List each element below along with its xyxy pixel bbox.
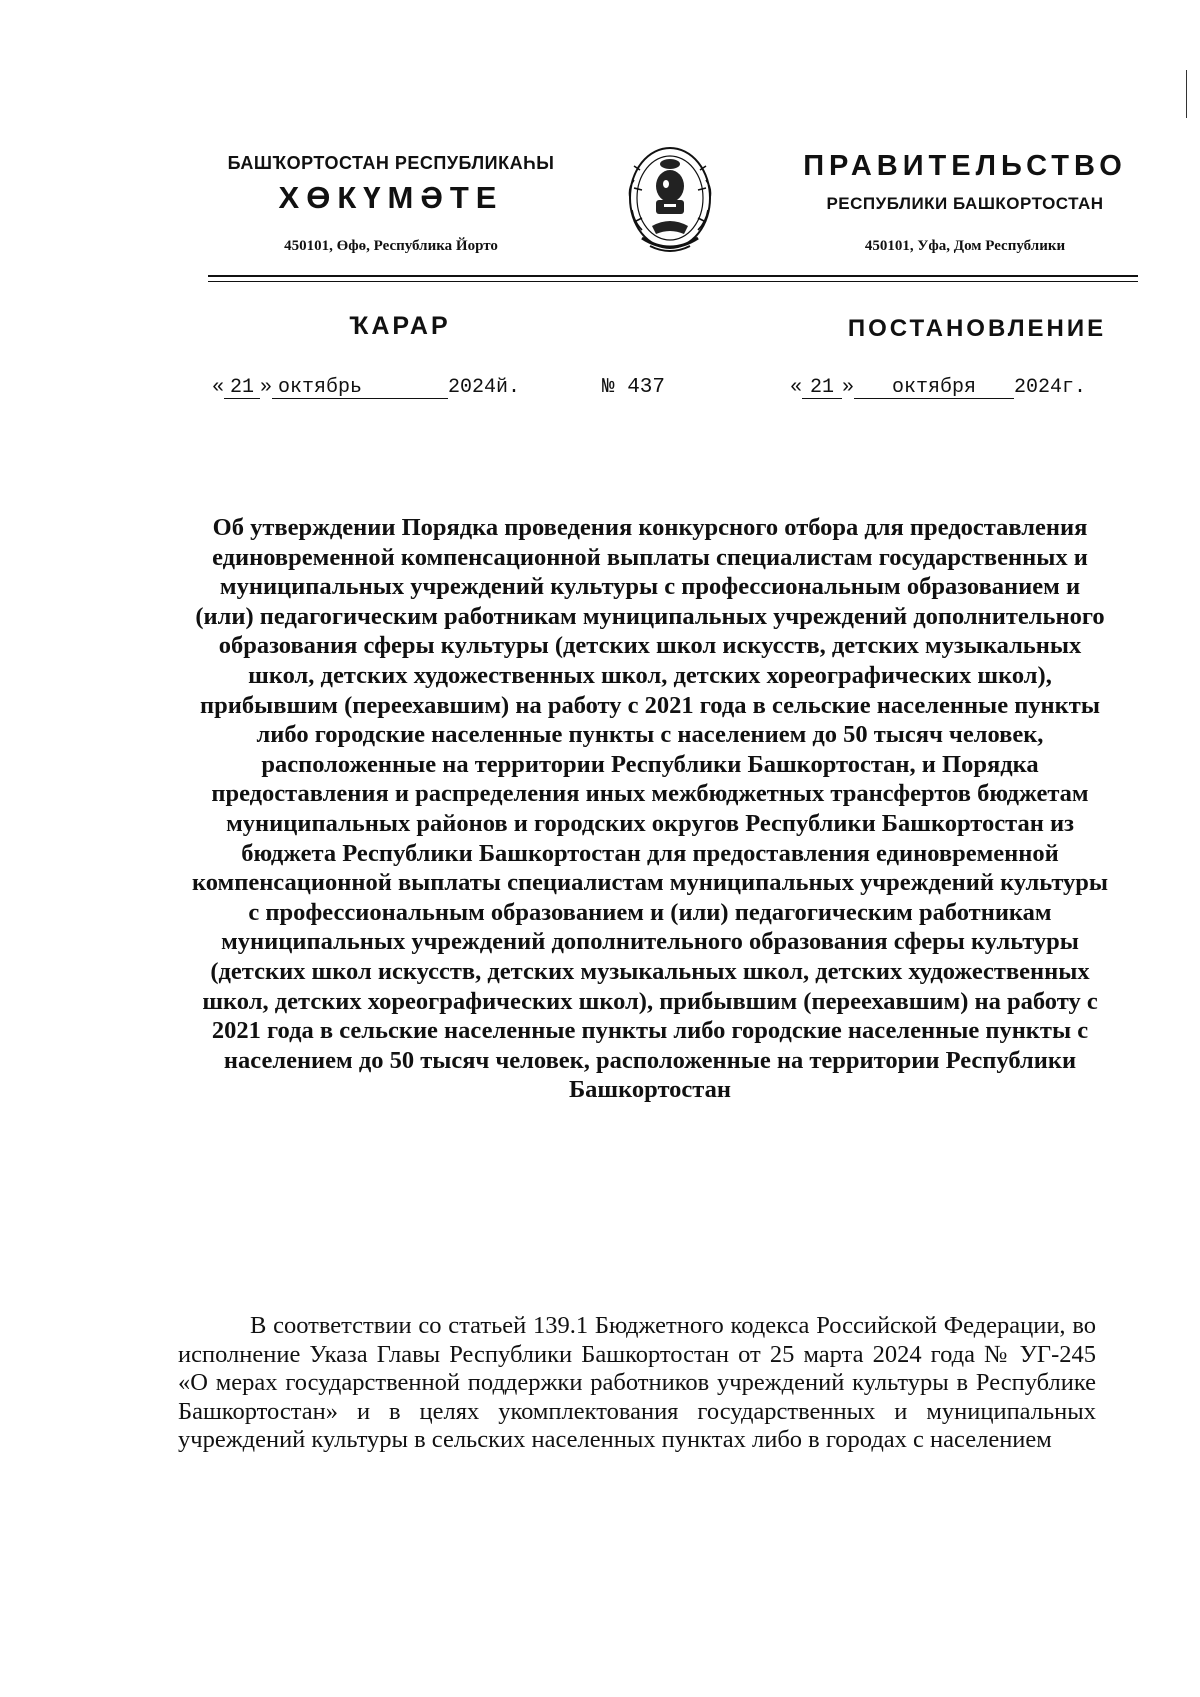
scan-margin-mark: [1186, 70, 1187, 118]
document-title: Об утверждении Порядка проведения конкурсного отбора для предоставления единовременной компенсационной выплаты специалистам государственных и муниципальных учреждений культуры с профессиональным образованием и (или) педагогическим работникам муниципальных учреждений дополнительного образования сферы культуры (детских школ искусств, детских музыкальных школ, детских художественных школ, детских хореографических школ), прибывшим (переехавшим) на работу с 2021 года в сельские населенные пункты либо городские населенные пункты с населением до 50 тысяч человек, расположенные на территории Республики Башкортостан, и Порядка предоставления и распределения иных межбюджетных трансфертов бюджетам муниципальных районов и городских округов Республики Башкортостан из бюджета Республики Башкортостан для предоставления единовременной компенсационной выплаты специалистам муниципальных учреждений культуры с профессиональным образованием и (или) педагогическим работникам муниципальных учреждений дополнительного образования сферы культуры (детских школ искусств, детских музыкальных школ, детских художественных школ, детских хореографических школ), прибывшим (переехавшим) на работу с 2021 года в сельские населенные пункты либо городские населенные пункты с населением до 50 тысяч человек, расположенные на территории Республики Башкортостан: [191, 514, 1109, 1104]
date-left: [212, 376, 520, 399]
coat-of-arms-icon: [620, 140, 720, 266]
date-right-open-quote: «: [790, 376, 803, 399]
doc-kind-left: ҠАРАР: [349, 312, 451, 340]
date-left-month: октябрь: [272, 378, 448, 399]
header-left-address: 450101, Өфө, Республика Йорто: [284, 238, 498, 254]
date-right-day: 21: [802, 378, 842, 399]
date-right-month: октября: [854, 378, 1014, 399]
header-divider-thin: [208, 281, 1138, 282]
date-left-day: 21: [224, 378, 260, 399]
date-left-close-quote: »: [260, 376, 273, 399]
date-left-suffix: й.: [496, 376, 521, 399]
header-left-gov-name: ХӨКҮМӘТЕ: [278, 180, 504, 215]
header-right-address: 450101, Уфа, Дом Республики: [864, 238, 1066, 254]
date-left-year: 2024: [448, 376, 497, 399]
header-right-gov-name: ПРАВИТЕЛЬСТВО: [803, 150, 1127, 182]
header-left-org-name: БАШҠОРТОСТАН РЕСПУБЛИКАҺЫ: [227, 153, 555, 173]
header-right-org-name: РЕСПУБЛИКИ БАШКОРТОСТАН: [826, 194, 1104, 213]
doc-kind-right: ПОСТАНОВЛЕНИЕ: [847, 315, 1107, 342]
date-right-suffix: г.: [1062, 376, 1087, 399]
date-right: [790, 376, 1086, 399]
doc-number: № 437: [602, 376, 666, 399]
body-paragraph: В соответствии со статьей 139.1 Бюджетного кодекса Российской Федерации, во исполнение Указа Главы Республики Башкортостан от 25 марта 2024 года № УГ-245 «О мерах государственной поддержки работников учреждений культуры в Республике Башкортостан» и в целях укомплектования государственных и муниципальных учреждений культуры в сельских населенных пунктах либо в городах с населением: [178, 1312, 1096, 1454]
date-right-close-quote: »: [842, 376, 855, 399]
date-left-open-quote: «: [212, 376, 225, 399]
date-right-year: 2024: [1014, 376, 1063, 399]
header-divider-thick: [208, 275, 1138, 277]
